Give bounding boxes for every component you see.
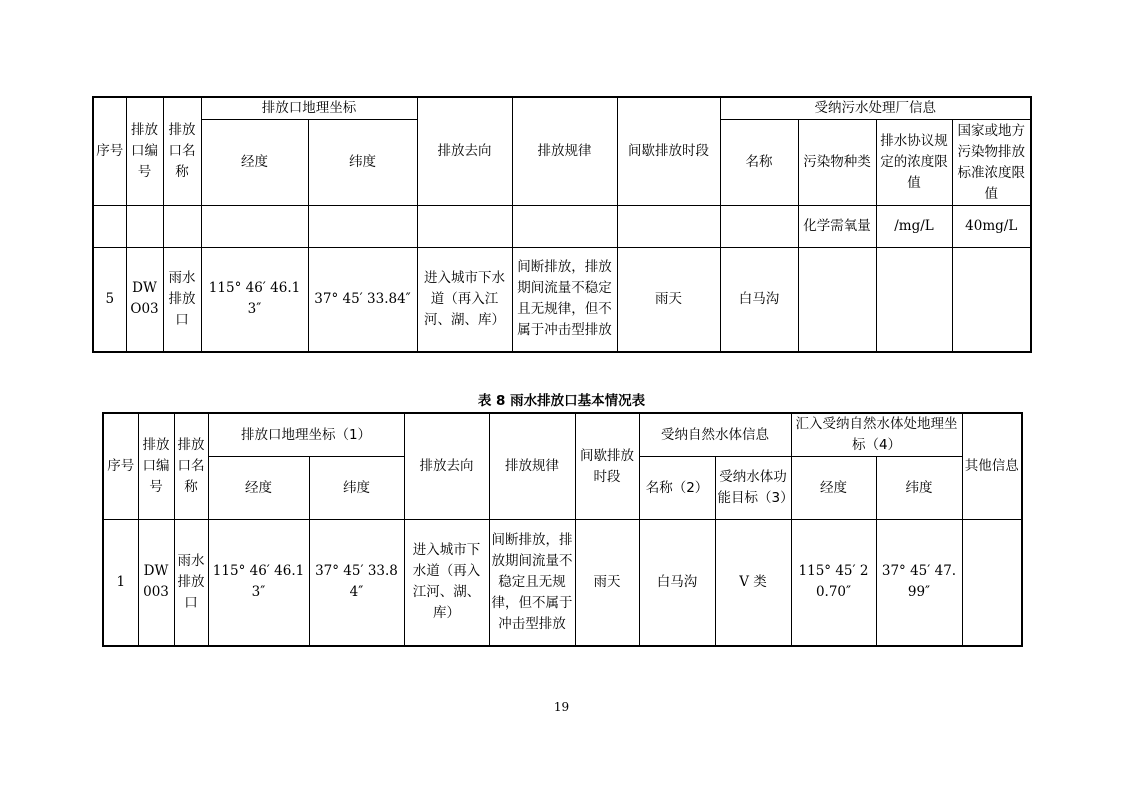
cell-longitude: 115° 46′ 46.13″ [201, 248, 308, 352]
cell-outfall-name: 雨水排放口 [174, 520, 208, 646]
table-row [93, 248, 1031, 352]
cell-outfall-name: 雨水排放口 [163, 248, 201, 352]
cell-pollutant: 化学需氧量 [798, 206, 876, 248]
header-pollutant-type: 污染物种类 [798, 120, 876, 206]
header-geo-coords: 排放口地理坐标 [201, 97, 417, 120]
header-discharge-rule: 排放规律 [489, 413, 575, 520]
cell-latitude: 37° 45′ 33.84″ [309, 520, 404, 646]
cell-standard-limit: 40mg/L [952, 206, 1031, 248]
header-treatment-plant: 受纳污水处理厂信息 [720, 97, 1031, 120]
header-geo-coords: 排放口地理坐标（1） [208, 413, 404, 457]
cell-discharge-rule: 间断排放，排放期间流量不稳定且无规律，但不属于冲击型排放 [489, 520, 575, 646]
header-standard-limit: 国家或地方污染物排放标准浓度限值 [952, 120, 1031, 206]
header-outfall-name: 排放口名称 [174, 413, 208, 520]
header-outfall-code: 排放口编号 [138, 413, 174, 520]
table-row [103, 520, 1022, 646]
cell-water-goal: V 类 [715, 520, 791, 646]
cell-water-name: 白马沟 [639, 520, 715, 646]
cell-intermittent-period: 雨天 [575, 520, 639, 646]
cell-inflow-longitude: 115° 45′ 20.70″ [791, 520, 876, 646]
header-inflow-longitude: 经度 [791, 457, 876, 520]
cell-destination: 进入城市下水道（再入江河、湖、库） [404, 520, 489, 646]
cell-outfall-code: DW003 [138, 520, 174, 646]
cell-longitude: 115° 46′ 46.13″ [208, 520, 309, 646]
page-number: 19 [553, 700, 570, 714]
cell-intermittent-period: 雨天 [617, 248, 720, 352]
header-receiving-water: 受纳自然水体信息 [639, 413, 791, 457]
table-caption: 表 8 雨水排放口基本情况表 [477, 393, 646, 409]
header-longitude: 经度 [208, 457, 309, 520]
cell-outfall-code: DWO03 [126, 248, 163, 352]
cell-plant-name: 白马沟 [720, 248, 798, 352]
header-latitude: 纬度 [308, 120, 417, 206]
rainwater-outfall-table [102, 412, 1023, 647]
cell-agreement-limit: /mg/L [876, 206, 952, 248]
header-longitude: 经度 [201, 120, 308, 206]
header-inflow-latitude: 纬度 [876, 457, 962, 520]
header-intermittent-period: 间歇排放时段 [617, 97, 720, 206]
header-discharge-rule: 排放规律 [512, 97, 617, 206]
cell-seq: 1 [103, 520, 138, 646]
header-agreement-limit: 排水协议规定的浓度限值 [876, 120, 952, 206]
table-row [93, 206, 1031, 248]
cell-latitude: 37° 45′ 33.84″ [308, 248, 417, 352]
header-latitude: 纬度 [309, 457, 404, 520]
header-other-info: 其他信息 [962, 413, 1022, 520]
header-destination: 排放去向 [417, 97, 512, 206]
cell-destination: 进入城市下水道（再入江河、湖、库） [417, 248, 512, 352]
cell-seq: 5 [93, 248, 126, 352]
header-outfall-name: 排放口名称 [163, 97, 201, 206]
cell-inflow-latitude: 37° 45′ 47.99″ [876, 520, 962, 646]
header-intermittent-period: 间歇排放时段 [575, 413, 639, 520]
header-plant-name: 名称 [720, 120, 798, 206]
header-seq: 序号 [103, 413, 138, 520]
header-water-goal: 受纳水体功能目标（3） [715, 457, 791, 520]
outfall-info-table [92, 96, 1032, 353]
header-seq: 序号 [93, 97, 126, 206]
header-outfall-code: 排放口编号 [126, 97, 163, 206]
header-inflow-coords: 汇入受纳自然水体处地理坐标（4） [791, 413, 962, 457]
cell-discharge-rule: 间断排放，排放期间流量不稳定且无规律，但不属于冲击型排放 [512, 248, 617, 352]
header-destination: 排放去向 [404, 413, 489, 520]
header-water-name: 名称（2） [639, 457, 715, 520]
